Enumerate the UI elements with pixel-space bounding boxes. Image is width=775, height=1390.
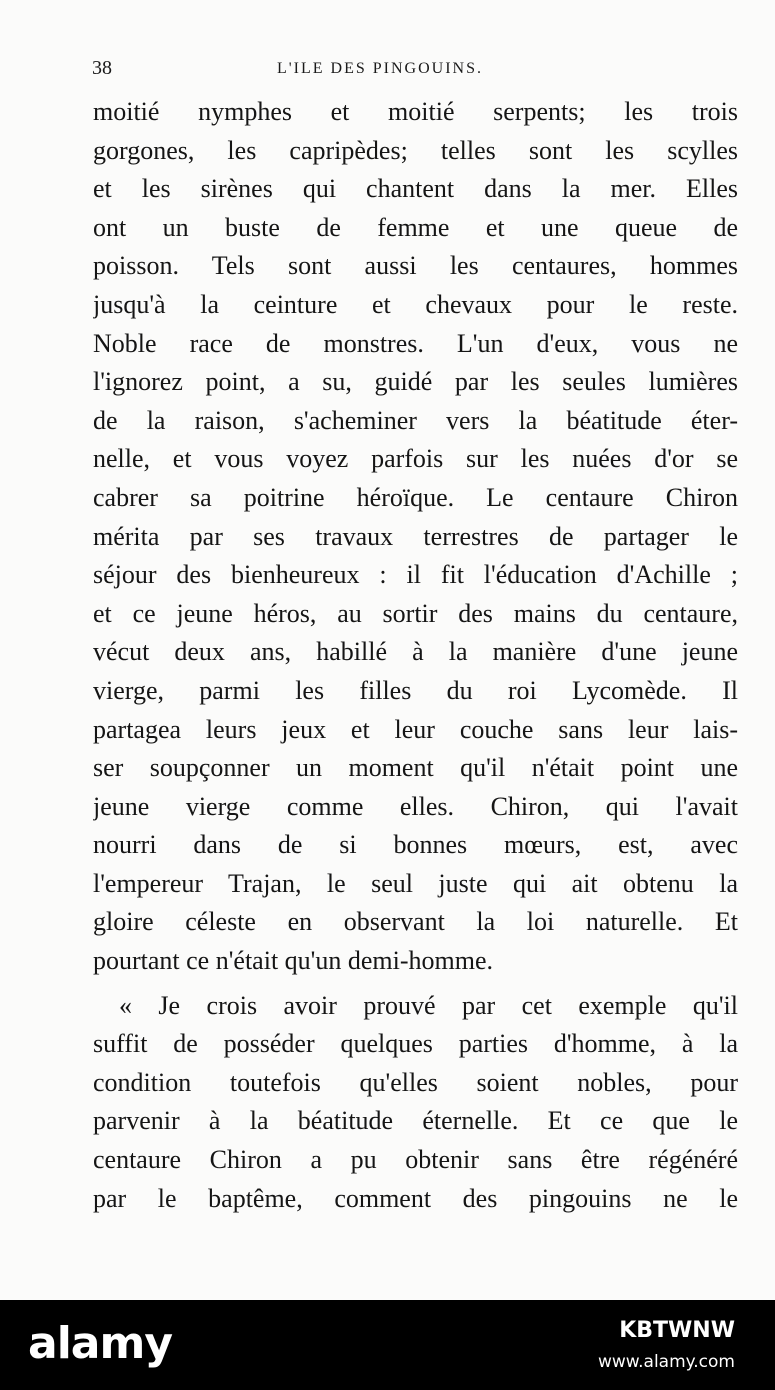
text-line: jeune vierge comme elles. Chiron, qui l'avait	[93, 791, 738, 821]
text-line: gorgones, les capripèdes; telles sont les scylles	[93, 135, 738, 165]
text-line: ont un buste de femme et une queue de	[93, 212, 738, 242]
text-line: et ce jeune héros, au sortir des mains du centaure,	[93, 598, 738, 628]
text-line: centaure Chiron a pu obtenir sans être régénéré	[93, 1145, 738, 1175]
text-line: l'ignorez point, a su, guidé par les seules lumières	[93, 367, 738, 397]
text-line: mérita par ses travaux terrestres de partager le	[93, 521, 738, 551]
page-number: 38	[92, 57, 112, 79]
image-id: KBTWNW	[619, 1318, 735, 1343]
text-line: moitié nymphes et moitié serpents; les trois	[93, 97, 738, 126]
text-line: « Je crois avoir prouvé par cet exemple qu'il	[119, 990, 738, 1020]
text-line: parvenir à la béatitude éternelle. Et ce que le	[93, 1106, 738, 1136]
text-line: jusqu'à la ceinture et chevaux pour le reste.	[93, 289, 738, 319]
alamy-logo: alamy	[28, 1318, 172, 1369]
text-line: cabrer sa poitrine héroïque. Le centaure Chiron	[93, 482, 738, 512]
text-line: et les sirènes qui chantent dans la mer. Elles	[93, 174, 738, 204]
text-line: ser soupçonner un moment qu'il n'était point une	[93, 753, 738, 783]
text-line: vierge, parmi les filles du roi Lycomède. Il	[93, 675, 738, 705]
running-title: L'ILE DES PINGOUINS.	[277, 60, 483, 77]
site-url: www.alamy.com	[597, 1352, 735, 1372]
text-line: vécut deux ans, habillé à la manière d'une jeune	[93, 637, 738, 667]
text-line: de la raison, s'acheminer vers la béatitude éter-	[93, 405, 738, 435]
text-line: par le baptême, comment des pingouins ne le	[93, 1183, 738, 1213]
text-line: suffit de posséder quelques parties d'homme, à la	[93, 1029, 738, 1059]
running-head	[92, 57, 737, 81]
text-line: Noble race de monstres. L'un d'eux, vous ne	[93, 328, 738, 358]
stock-watermark-bar	[0, 1300, 775, 1390]
text-line: séjour des bienheureux : il fit l'éducation d'Achille ;	[93, 560, 738, 590]
text-line: nelle, et vous voyez parfois sur les nuées d'or se	[93, 444, 738, 474]
text-line: nourri dans de si bonnes mœurs, est, avec	[93, 830, 738, 860]
body-text	[93, 93, 738, 1218]
text-line: pourtant ce n'était qu'un demi-homme.	[93, 946, 493, 976]
text-line: poisson. Tels sont aussi les centaures, hommes	[93, 251, 738, 281]
text-line: partagea leurs jeux et leur couche sans leur lais-	[93, 714, 738, 744]
text-line: gloire céleste en observant la loi naturelle. Et	[93, 907, 738, 937]
text-line: l'empereur Trajan, le seul juste qui ait obtenu la	[93, 868, 738, 898]
text-line: condition toutefois qu'elles soient nobles, pour	[93, 1067, 738, 1097]
